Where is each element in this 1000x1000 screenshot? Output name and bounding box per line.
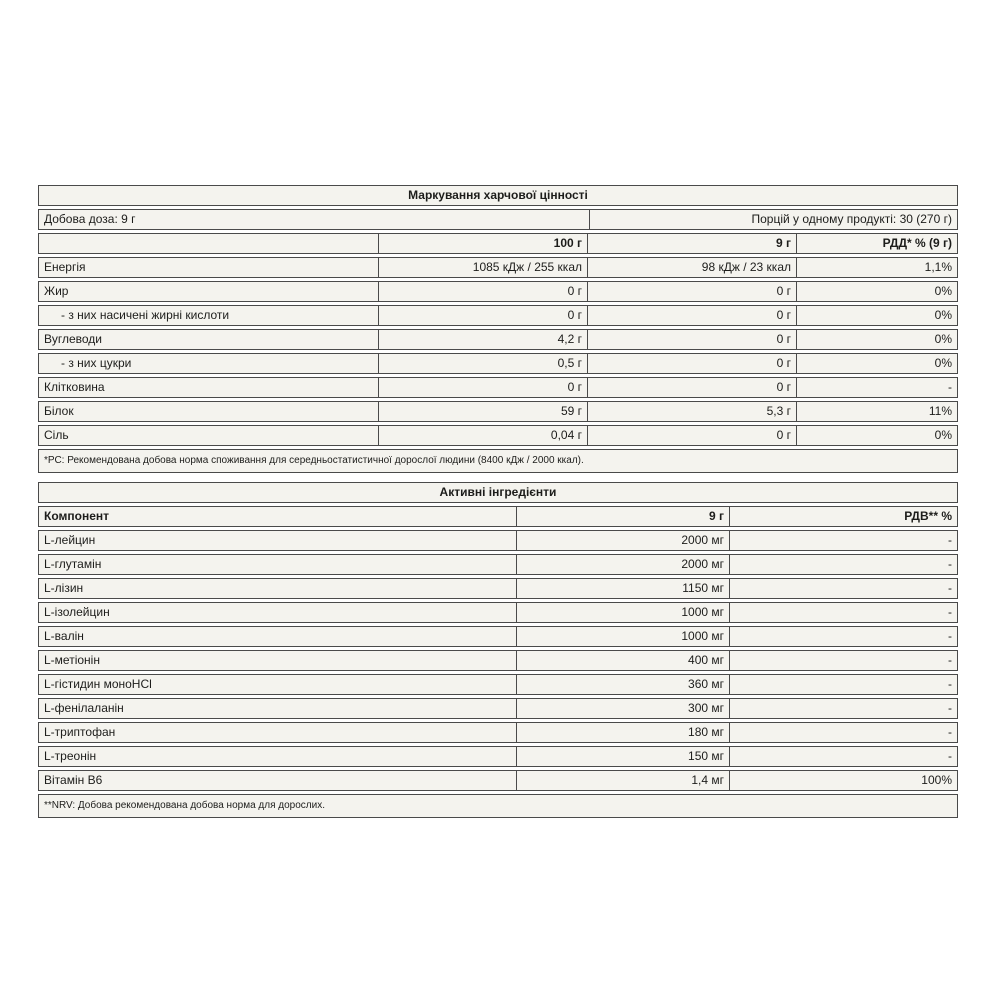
table-row <box>38 209 958 230</box>
value-per-9g: 0 г <box>587 354 796 373</box>
nutrient-name: Білок <box>44 404 74 418</box>
ingredient-amount: 1,4 мг <box>516 771 729 790</box>
value-per-100g: 0 г <box>378 306 587 325</box>
nutrient-row <box>38 329 958 350</box>
nutrient-name: - з них насичені жирні кислоти <box>61 308 230 322</box>
ingredient-row <box>38 674 958 695</box>
value-per-9g: 0 г <box>587 426 796 445</box>
ingredient-name: L-лізин <box>44 581 84 595</box>
ingredient-name: L-метіонін <box>44 653 100 667</box>
servings-cell: Порцій у одному продукті: 30 (270 г) <box>589 210 957 229</box>
value-per-9g: 0 г <box>587 378 796 397</box>
nutrient-row <box>38 425 958 446</box>
nutrition-footnote: *РС: Рекомендована добова норма споживання для середньостатистичної дорослої людини (8400 кДж / 2000 ккал). <box>44 455 584 466</box>
ingredient-name: L-фенілаланін <box>44 701 124 715</box>
rdd-percent: 1,1% <box>796 258 957 277</box>
value-per-9g: 98 кДж / 23 ккал <box>587 258 796 277</box>
nutrient-row <box>38 377 958 398</box>
daily-dose-cell: Добова доза: 9 г <box>44 212 136 226</box>
ingredient-row <box>38 578 958 599</box>
ingredient-amount: 400 мг <box>516 651 729 670</box>
ingredient-amount: 150 мг <box>516 747 729 766</box>
column-header-per9g: 9 г <box>587 234 796 253</box>
rdd-percent: 0% <box>796 330 957 349</box>
rdd-percent: 0% <box>796 426 957 445</box>
nutrient-name: Вуглеводи <box>44 332 103 346</box>
column-header-per100g: 100 г <box>378 234 587 253</box>
ingredient-row <box>38 602 958 623</box>
ingredient-amount: 360 мг <box>516 675 729 694</box>
table-row <box>38 185 958 206</box>
value-per-9g: 0 г <box>587 282 796 301</box>
nutrient-row <box>38 353 958 374</box>
nutrient-row <box>38 305 958 326</box>
ingredient-amount: 2000 мг <box>516 531 729 550</box>
value-per-100g: 1085 кДж / 255 ккал <box>378 258 587 277</box>
table-row <box>38 794 958 818</box>
ingredients-footnote: **NRV: Добова рекомендована добова норма для дорослих. <box>44 800 325 811</box>
ingredient-row <box>38 722 958 743</box>
ingredient-name: Вітамін В6 <box>44 773 103 787</box>
nutrient-name: Сіль <box>44 428 69 442</box>
table-row <box>38 482 958 503</box>
ingredient-name: L-триптофан <box>44 725 116 739</box>
rdv-percent: - <box>729 531 957 550</box>
ingredient-amount: 300 мг <box>516 699 729 718</box>
ingredient-name: L-валін <box>44 629 84 643</box>
rdv-percent: - <box>729 675 957 694</box>
rdv-percent: - <box>729 747 957 766</box>
column-header-per9g: 9 г <box>516 507 729 526</box>
rdv-percent: 100% <box>729 771 957 790</box>
value-per-100g: 0,5 г <box>378 354 587 373</box>
ingredient-row <box>38 650 958 671</box>
nutrient-row <box>38 401 958 422</box>
column-header-empty <box>39 234 378 253</box>
ingredient-name: L-лейцин <box>44 533 96 547</box>
rdv-percent: - <box>729 579 957 598</box>
ingredient-amount: 180 мг <box>516 723 729 742</box>
ingredient-amount: 2000 мг <box>516 555 729 574</box>
column-header-row <box>38 233 958 254</box>
value-per-100g: 0 г <box>378 282 587 301</box>
active-ingredients-table <box>38 482 958 821</box>
ingredient-row <box>38 530 958 551</box>
rdv-percent: - <box>729 555 957 574</box>
rdd-percent: 0% <box>796 282 957 301</box>
nutrient-name: Енергія <box>44 260 86 274</box>
ingredient-row <box>38 626 958 647</box>
rdd-percent: - <box>796 378 957 397</box>
ingredient-amount: 1000 мг <box>516 603 729 622</box>
nutrient-name: - з них цукри <box>61 356 132 370</box>
value-per-100g: 4,2 г <box>378 330 587 349</box>
rdv-percent: - <box>729 699 957 718</box>
value-per-100g: 59 г <box>378 402 587 421</box>
rdd-percent: 0% <box>796 306 957 325</box>
column-header-component: Компонент <box>44 509 109 523</box>
value-per-9g: 0 г <box>587 330 796 349</box>
table-row <box>38 449 958 473</box>
rdd-percent: 0% <box>796 354 957 373</box>
rdv-percent: - <box>729 627 957 646</box>
nutrient-name: Клітковина <box>44 380 105 394</box>
ingredient-row <box>38 698 958 719</box>
nutrient-row <box>38 257 958 278</box>
rdv-percent: - <box>729 603 957 622</box>
ingredients-table-title: Активні інгредієнти <box>439 485 557 499</box>
rdd-percent: 11% <box>796 402 957 421</box>
rdv-percent: - <box>729 723 957 742</box>
value-per-9g: 0 г <box>587 306 796 325</box>
ingredient-name: L-глутамін <box>44 557 102 571</box>
ingredient-amount: 1150 мг <box>516 579 729 598</box>
column-header-rdv: РДВ** % <box>729 507 957 526</box>
value-per-9g: 5,3 г <box>587 402 796 421</box>
ingredient-name: L-гістидин моноHCl <box>44 677 152 691</box>
ingredient-amount: 1000 мг <box>516 627 729 646</box>
ingredient-row <box>38 746 958 767</box>
column-header-rdd: РДД* % (9 г) <box>796 234 957 253</box>
ingredient-row <box>38 554 958 575</box>
value-per-100g: 0,04 г <box>378 426 587 445</box>
ingredient-row <box>38 770 958 791</box>
nutrition-table-title: Маркування харчової цінності <box>408 188 588 202</box>
nutrient-name: Жир <box>44 284 69 298</box>
ingredient-name: L-треонін <box>44 749 97 763</box>
nutrient-row <box>38 281 958 302</box>
ingredient-name: L-ізолейцин <box>44 605 110 619</box>
rdv-percent: - <box>729 651 957 670</box>
column-header-row <box>38 506 958 527</box>
nutrition-facts-table <box>38 185 958 476</box>
value-per-100g: 0 г <box>378 378 587 397</box>
